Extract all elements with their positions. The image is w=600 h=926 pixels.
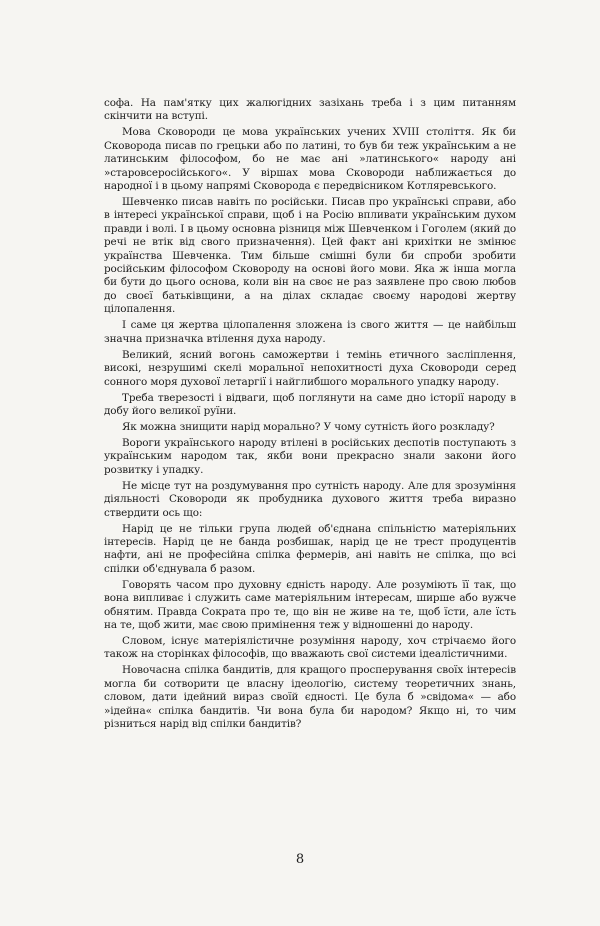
paragraph-9: Не місце тут на роздумування про сутність народу. Але для зрозуміння діяльності Сковороди як пробудника духового життя треба виразно ствердити ось що:: [104, 479, 516, 519]
paragraph-2: Мова Сковороди це мова українських учених XVIII століття. Як би Сковорода писав по грецьки або по латині, то був би теж українським а не латинським філософом, бо не має ані »латинського« народу ані »старовсеросійського«. У віршах мова Сковороди наближається до народної і в цьому напрямі Сковорода є передвісником Котляревського.: [104, 126, 516, 193]
paragraph-7: Як можна знищити нарід морально? У чому сутність його розкладу?: [122, 420, 495, 433]
body-text: [104, 97, 516, 734]
paragraph-11: Говорять часом про духовну єдність народу. Але розуміють її так, що вона випливає і служить саме матеріяльним інтересам, ширше або вужче обнятим. Правда Сократа про те, що він не живе на те, щоб їсти, але їсть на те, щоб жити, має свою примінення теж у відношенні до народу.: [104, 578, 516, 631]
paragraph-12: Словом, існує матеріялістичне розуміння народу, хоч стрічаємо його також на сторінках філософів, що вважають свої системи ідеалістичними.: [104, 634, 516, 661]
paragraph-6: Треба тверезості і відваги, щоб поглянути на саме дно історії народу в добу його великої руїни.: [104, 391, 516, 417]
paragraph-4: І саме ця жертва цілопалення зложена із свого життя — це найбільш значна призначка втілення духа народу.: [104, 319, 516, 345]
paragraph-5: Великий, ясний вогонь саможертви і темінь етичного засліплення, високі, незрушимі скелі моральної непохитності духа Сковороди серед сонного моря духової летаргії і найглибшого морального упадку народу.: [104, 348, 516, 388]
paragraph-1: софа. На пам'ятку цих жалюгідних зазіхань треба і з цим питанням скінчити на вступі.: [104, 97, 516, 123]
paragraph-13: Новочасна спілка бандитів, для кращого просперування своїх інтересів могла би сотворити це власну ідеологію, систему теоретичних знань, словом, дати ідейний вираз своїй єдності. Це була б »свідома« — або »ідейна« спілка бандитів. Чи вона була би народом? Якщо ні, то чим різниться нарід від спілки бандитів?: [104, 664, 516, 730]
paragraph-10: Нарід це не тільки група людей об'єднана спільністю матеріяльних інтересів. Нарід це не банда розбишак, нарід це не трест продуцентів нафти, ані не професійна спілка фермерів, ані навіть не спілка, що всі спілки об'єднувала б разом.: [104, 522, 516, 575]
page-number: 8: [295, 852, 305, 867]
paragraph-8: Вороги українського народу втілені в російських деспотів поступають з українським народом так, якби вони прекрасно знали закони його розвитку і упадку.: [104, 436, 516, 476]
paragraph-3: Шевченко писав навіть по російськи. Писав про українські справи, або в інтересі української справи, щоб і на Росію впливати українським духом правди і волі. І в цьому основна різниця між Шевченком і Гоголем (який до речі не втік від свого призначення). Цей факт ані крихітки не змінює українства Шевченка. Тим більше смішні були би спроби зробити російським філософом Сковороду на основі його мови. Яка ж інша могла би бути до цього основа, коли він на своє не раз заявлене про свою любов до своєї батьківщини, а на ділах складає своєму народові жертву цілопалення.: [104, 196, 516, 316]
